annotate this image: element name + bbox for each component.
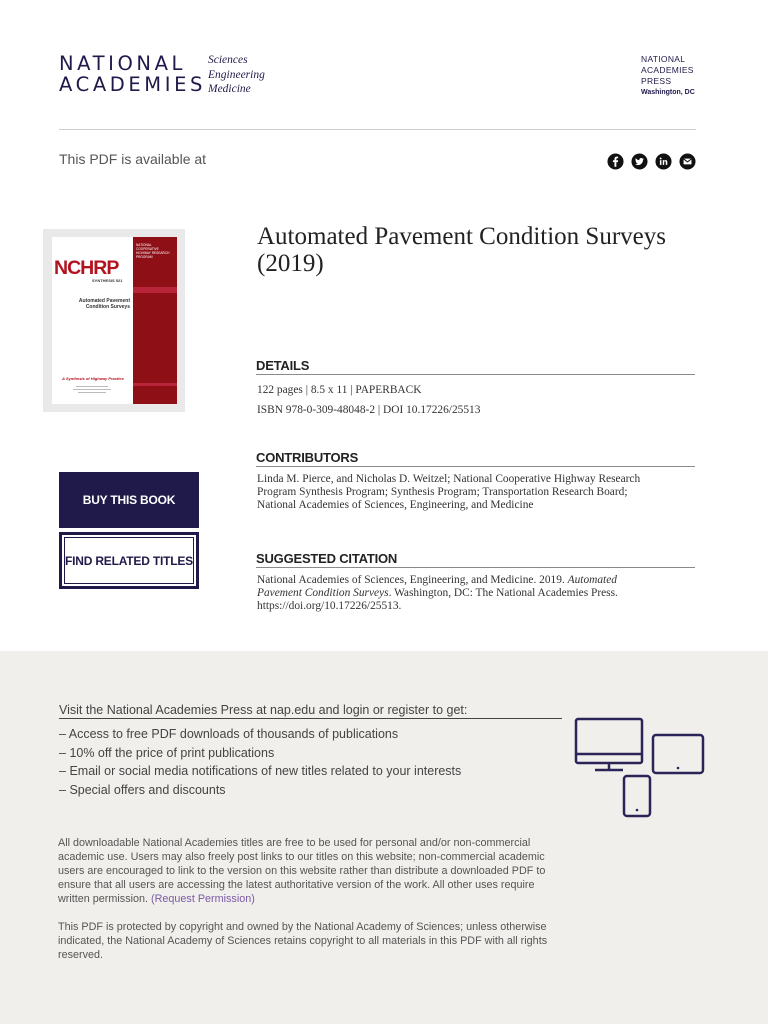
benefit-item: – Access to free PDF downloads of thousands of publications	[59, 725, 559, 744]
find-related-titles-button[interactable]: FIND RELATED TITLES	[59, 532, 199, 589]
devices-icon	[573, 716, 708, 820]
email-icon[interactable]	[679, 153, 697, 171]
twitter-icon[interactable]	[631, 153, 649, 171]
national-academies-logo[interactable]	[59, 53, 274, 99]
cover-title: Automated Pavement Condition Surveys	[78, 298, 130, 310]
facebook-icon[interactable]	[607, 153, 625, 171]
benefits-list	[59, 725, 559, 800]
press-line-3: PRESS	[641, 76, 672, 86]
cover-fineprint	[70, 384, 114, 398]
benefit-item: – 10% off the price of print publications	[59, 744, 559, 763]
logo-sub-engineering: Engineering	[208, 68, 265, 81]
logo-sub-sciences: Sciences	[208, 54, 248, 66]
cover-red-band	[133, 237, 177, 404]
book-cover-frame[interactable]	[43, 229, 185, 412]
citation-text	[257, 574, 657, 613]
logo-sub-medicine: Medicine	[208, 83, 251, 95]
press-line-1: NATIONAL	[641, 54, 686, 64]
devices-illustration	[573, 716, 708, 820]
press-line-4: Washington, DC	[641, 89, 695, 96]
pdf-available-text: This PDF is available at	[59, 151, 207, 167]
visit-nap-text: Visit the National Academies Press at nap.edu and login or register to get:	[59, 703, 468, 717]
social-share-bar	[607, 153, 697, 171]
copyright-notice: This PDF is protected by copyright and owned by the National Academy of Sciences; unless otherwise indicated, the National Academy of Sciences retains copyright to all materials in this PDF with all rights reserved.	[58, 921, 548, 961]
press-line-2: ACADEMIES	[641, 65, 694, 75]
request-permission-link[interactable]: (Request Permission)	[151, 892, 255, 905]
citation-heading: SUGGESTED CITATION	[256, 551, 398, 566]
nap-press-logo[interactable]	[641, 54, 711, 98]
visit-rule	[59, 718, 562, 719]
details-line-2: ISBN 978-0-309-48048-2 | DOI 10.17226/25513	[257, 404, 481, 416]
cover-side-text: NATIONAL COOPERATIVE HIGHWAY RESEARCH PROGRAM	[136, 243, 170, 259]
usage-terms-text: All downloadable National Academies titles are free to be used for personal and/or non-commercial academic use. Users may also freely post links to our titles on this website; non-commercial academic users are encouraged to link to the version on this website rather than distribute a downloaded PDF to ensure that all users are accessing the latest authoritative version of the work. All other uses require written permission.	[58, 837, 546, 905]
logo-word-academies: ACADEMIES	[59, 73, 206, 96]
details-rule	[256, 374, 695, 375]
book-title: Automated Pavement Condition Surveys (2019)	[257, 223, 666, 277]
contributors-text: Linda M. Pierce, and Nicholas D. Weitzel; National Cooperative Highway Research Program Synthesis Program; Synthesis Program; Transportation Research Board; National Academies of Sciences, Engineering, and Medicine	[257, 473, 641, 511]
contributors-heading: CONTRIBUTORS	[256, 450, 359, 465]
cover-series: SYNTHESIS 521	[92, 278, 123, 283]
buy-this-book-button[interactable]: BUY THIS BOOK	[59, 472, 199, 528]
citation-title: Automated Pavement Condition Surveys	[257, 574, 617, 599]
citation-authors: National Academies of Sciences, Engineering, and Medicine. 2019.	[257, 574, 568, 586]
benefit-item: – Special offers and discounts	[59, 781, 559, 800]
citation-publisher: . Washington, DC: The National Academies Press. https://doi.org/10.17226/25513.	[257, 587, 618, 612]
details-heading: DETAILS	[256, 358, 310, 373]
citation-rule	[256, 567, 695, 568]
cover-tagline: A Synthesis of Highway Practice	[62, 376, 124, 381]
book-cover	[52, 237, 177, 404]
contributors-rule	[256, 466, 695, 467]
usage-terms	[58, 837, 564, 907]
cover-band-stripe-lower	[133, 383, 177, 386]
header-divider	[59, 129, 696, 130]
benefit-item: – Email or social media notifications of new titles related to your interests	[59, 762, 559, 781]
logo-word-national: NATIONAL	[59, 52, 187, 75]
linkedin-icon[interactable]	[655, 153, 673, 171]
cover-band-stripe	[133, 287, 177, 293]
cover-brand: NCHRP	[54, 257, 119, 279]
details-line-1: 122 pages | 8.5 x 11 | PAPERBACK	[257, 384, 422, 396]
